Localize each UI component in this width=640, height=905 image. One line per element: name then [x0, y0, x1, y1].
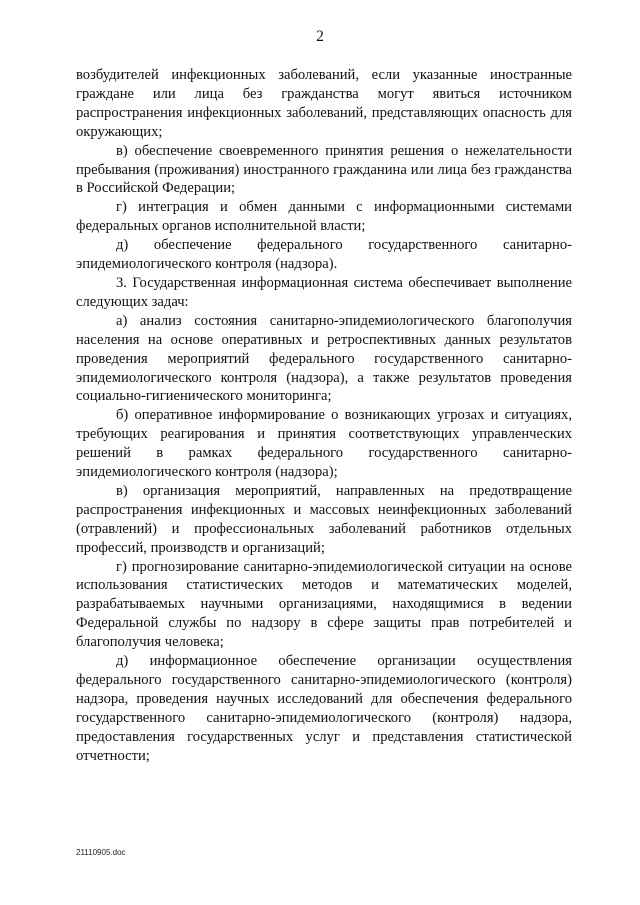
- paragraph-task-d: д) информационное обеспечение организации осуществления федерального государственного санитарно-эпидемиологического (контроля) надзора, проведения научных исследований для обеспечения федерального государственного санитарно-эпидемиологического (контроля) надзора, предоставления государственных услуг и представления статистической отчетности;: [76, 653, 572, 764]
- body-text: [76, 66, 572, 766]
- paragraph-item-g: г) интеграция и обмен данными с информационными системами федеральных органов исполнительной власти;: [76, 199, 572, 235]
- paragraph-task-b: б) оперативное информирование о возникающих угрозах и ситуациях, требующих реагирования и принятия соответствующих управленческих решений в рамках федерального государственного санитарно-эпидемиологического контроля (надзора);: [76, 407, 572, 481]
- paragraph-task-a: а) анализ состояния санитарно-эпидемиологического благополучия населения на основе оперативных и ретроспективных данных результатов проведения мероприятий федерального государственного санитарно-эпидемиологического контроля (надзора), а также результатов проведения социально-гигиенического мониторинга;: [76, 312, 572, 405]
- paragraph-task-v: в) организация мероприятий, направленных на предотвращение распространения инфекционных и массовых неинфекционных заболеваний (отравлений) и профессиональных заболеваний работников отдельных профессий, производств и организаций;: [76, 482, 572, 556]
- paragraph-item-d: д) обеспечение федерального государственного санитарно-эпидемиологического контроля (надзора).: [76, 237, 572, 273]
- footer-file-reference: 21110905.doc: [76, 848, 126, 857]
- paragraph-item-v: в) обеспечение своевременного принятия решения о нежелательности пребывания (проживания) иностранного гражданина или лица без гражданства в Российской Федерации;: [76, 142, 572, 197]
- page-number: 2: [316, 28, 324, 45]
- paragraph-task-g: г) прогнозирование санитарно-эпидемиологической ситуации на основе использования статистических методов и математических моделей, разрабатываемых научными организациями, находящимися в ведении Федеральной службы по надзору в сфере защиты прав потребителей и благополучия человека;: [76, 558, 572, 651]
- paragraph-continuation: возбудителей инфекционных заболеваний, если указанные иностранные граждане или лица без гражданства могут явиться источником распространения инфекционных заболеваний, представляющих опасность для окружающих;: [76, 67, 572, 140]
- paragraph-section-3: 3. Государственная информационная система обеспечивает выполнение следующих задач:: [76, 274, 572, 310]
